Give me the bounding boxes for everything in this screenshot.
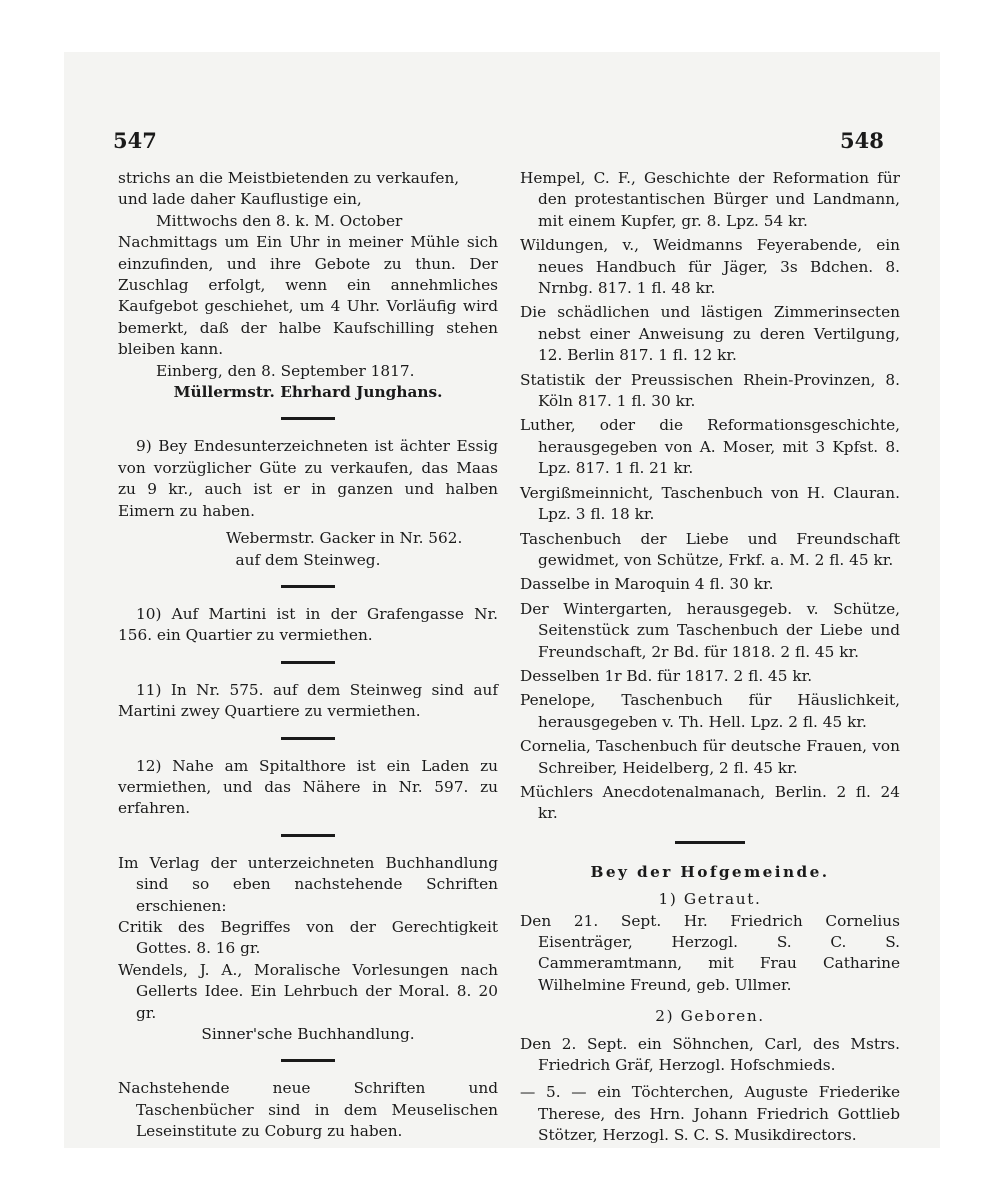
sale-line-1: strichs an die Meistbietenden zu verkaufen, (118, 169, 460, 187)
section-divider (281, 417, 335, 420)
book-entry: Statistik der Preussischen Rhein-Provinzen, 8. Köln 817. 1 fl. 30 kr. (520, 370, 900, 411)
section-divider (281, 737, 335, 740)
book-entry: Penelope, Taschenbuch für Häuslichkeit, herausgegeben v. Th. Hell. Lpz. 2 fl. 45 kr. (520, 691, 900, 731)
geboren-heading: 2) Geboren. (655, 1007, 765, 1026)
section-divider (281, 661, 335, 664)
sale-signature: Müllermstr. Ehrhard Junghans. (173, 383, 443, 402)
ad-9-signature: Webermstr. Gacker in Nr. 562. (226, 529, 463, 548)
sale-line-2: und lade daher Kauflustige ein, (118, 190, 362, 209)
sale-date: Mittwochs den 8. k. M. October (156, 211, 403, 230)
sale-place: Einberg, den 8. September 1817. (156, 361, 415, 380)
section-divider (281, 834, 335, 837)
section-divider (675, 841, 745, 844)
book-entry: Luther, oder die Reformationsgeschichte, herausgegeben von A. Moser, mit 3 Kpfst. 8. Lpz. 817. 1 fl. 21 kr. (520, 416, 900, 478)
getraut-entry: Den 21. Sept. Hr. Friedrich Cornelius Eisenträger, Herzogl. S. C. S. Cammeramtmann, mit Frau Catharine Wilhelmine Freund, geb. Ullmer. (520, 911, 900, 994)
page-number-right: 548 (840, 128, 884, 153)
book-entry: Dasselbe in Maroquin 4 fl. 30 kr. (520, 575, 774, 594)
sale-body: Nachmittags um Ein Uhr in meiner Mühle sich einzufinden, und ihre Gebote zu thun. Der Zuschlag erfolgt, wenn ein annehmliches Kaufgebot geschiehet, um 4 Uhr. Vorläufig wird bemerkt, daß der halbe Kaufschilling stehen bleiben kann. (118, 233, 498, 359)
hofgemeinde-heading: Bey der Hofgemeinde. (590, 862, 830, 881)
book-entry: Desselben 1r Bd. für 1817. 2 fl. 45 kr. (520, 666, 813, 685)
geboren-entry-2: — 5. — ein Töchterchen, Auguste Friederike Therese, des Hrn. Johann Friedrich Gottlieb Stötzer, Herzogl. S. C. S. Musikdirectors. (520, 1083, 900, 1145)
section-divider (281, 1059, 335, 1062)
geboren-entry-1: Den 2. Sept. ein Söhnchen, Carl, des Mstrs. Friedrich Gräf, Herzogl. Hofschmieds. (520, 1034, 900, 1075)
getraut-heading: 1) Getraut. (658, 890, 762, 909)
section-divider (281, 585, 335, 588)
ad-9-text: 9) Bey Endesunterzeichneten ist ächter Essig von vorzüglicher Güte zu verkaufen, das Maas zu 9 kr., auch ist er in ganzen und halben Eimern zu haben. (118, 437, 498, 520)
verlag-intro: Im Verlag der unterzeichneten Buchhandlung sind so eben nachstehende Schriften erschienen: (118, 853, 498, 915)
verlag-item-2: Wendels, J. A., Moralische Vorlesungen nach Gellerts Idee. Ein Lehrbuch der Moral. 8. 20 gr. (118, 960, 498, 1022)
ad-12-text: 12) Nahe am Spitalthore ist ein Laden zu vermiethen, und das Nähere in Nr. 597. zu erfahren. (118, 756, 498, 818)
book-entry: Müchlers Anecdotenalmanach, Berlin. 2 fl. 24 kr. (520, 782, 900, 823)
book-entry: Wildungen, v., Weidmanns Feyerabende, ein neues Handbuch für Jäger, 3s Bdchen. 8. Nrnbg. 817. 1 fl. 48 kr. (520, 236, 900, 298)
ad-11-text: 11) In Nr. 575. auf dem Steinweg sind auf Martini zwey Quartiere zu vermiethen. (118, 680, 498, 721)
ad-9-address: auf dem Steinweg. (235, 550, 381, 569)
book-entry: Cornelia, Taschenbuch für deutsche Frauen, von Schreiber, Heidelberg, 2 fl. 45 kr. (520, 737, 900, 777)
book-entry: Hempel, C. F., Geschichte der Reformation für den protestantischen Bürger und Landmann, mit einem Kupfer, gr. 8. Lpz. 54 kr. (520, 169, 900, 230)
verlag-signature: Sinner'sche Buchhandlung. (201, 1025, 415, 1043)
right-column (520, 168, 900, 1147)
book-entry: Vergißmeinnicht, Taschenbuch von H. Clauran. Lpz. 3 fl. 18 kr. (520, 483, 900, 524)
book-entry: Der Wintergarten, herausgegeb. v. Schütze, Seitenstück zum Taschenbuch der Liebe und Freundschaft, 2r Bd. für 1818. 2 fl. 45 kr. (520, 599, 900, 661)
left-column (118, 168, 498, 1143)
book-entry: Die schädlichen und lästigen Zimmerinsecten nebst einer Anweisung zu deren Vertilgung, 12. Berlin 817. 1 fl. 12 kr. (520, 303, 900, 365)
verlag-item-1: Critik des Begriffes von der Gerechtigkeit Gottes. 8. 16 gr. (118, 917, 498, 958)
page-number-left: 547 (113, 128, 157, 153)
book-entry: Taschenbuch der Liebe und Freundschaft gewidmet, von Schütze, Frkf. a. M. 2 fl. 45 kr. (520, 529, 900, 569)
book-list (520, 168, 900, 825)
ad-10-text: 10) Auf Martini ist in der Grafengasse Nr. 156. ein Quartier zu vermiethen. (118, 604, 498, 645)
neue-schriften-intro: Nachstehende neue Schriften und Taschenbücher sind in dem Meuselischen Leseinstitute zu Coburg zu haben. (118, 1079, 498, 1141)
